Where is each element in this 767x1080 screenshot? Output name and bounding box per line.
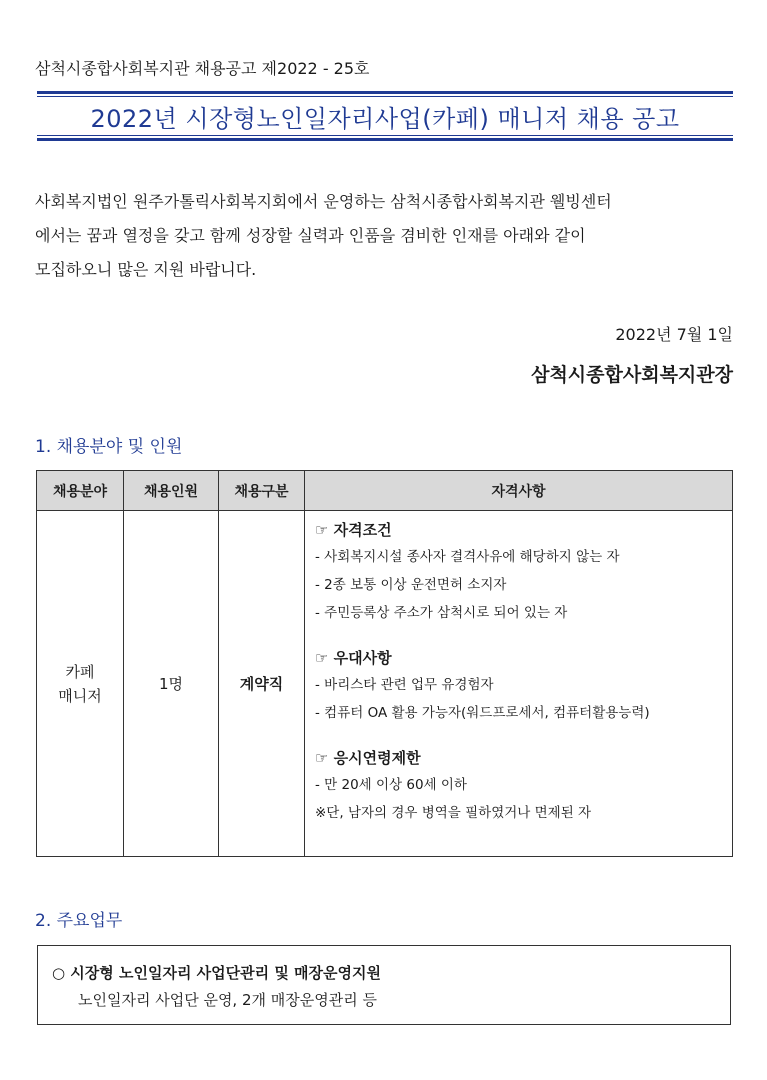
notice-date: 2022년 7월 1일 [615, 325, 733, 344]
qualification-heading: ☞ 우대사항 [315, 649, 392, 667]
qualification-line: - 주민등록상 주소가 삼척시로 되어 있는 자 [315, 605, 568, 621]
intro-line: 에서는 꿈과 열정을 갖고 함께 성장할 실력과 인품을 겸비한 인재를 아래와 같이 [35, 226, 586, 245]
cell-qualifications [305, 511, 733, 857]
cell-count: 1명 [124, 511, 219, 857]
signer: 삼척시종합사회복지관장 [531, 364, 733, 386]
qualification-group [315, 517, 724, 627]
title-rule-bottom [37, 138, 733, 141]
qualification-line: - 만 20세 이상 60세 이하 [315, 777, 467, 793]
field-line: 매니저 [58, 686, 102, 705]
recruitment-table [36, 470, 733, 857]
column-header-count: 채용인원 [124, 471, 219, 511]
duties-box [37, 945, 731, 1025]
qualification-line: - 2종 보통 이상 운전면허 소지자 [315, 577, 507, 593]
qualification-line: - 컴퓨터 OA 활용 가능자(워드프로세서, 컴퓨터활용능력) [315, 705, 650, 721]
page-title: 2022년 시장형노인일자리사업(카페) 매니저 채용 공고 [90, 105, 680, 133]
column-header-field: 채용분야 [37, 471, 124, 511]
qualification-line: - 바리스타 관련 업무 유경험자 [315, 677, 494, 693]
section-heading-recruitment: 1. 채용분야 및 인원 [35, 437, 183, 457]
title-rule-bottom-thin [37, 135, 733, 136]
duty-title: ○ 시장형 노인일자리 사업단관리 및 매장운영지원 [52, 964, 382, 982]
table-row [37, 511, 733, 857]
qualification-group [315, 745, 724, 827]
field-line: 카페 [65, 662, 95, 681]
qualification-group [315, 645, 724, 727]
intro-paragraph [35, 185, 735, 287]
section-heading-duties: 2. 주요업무 [35, 911, 123, 931]
intro-line: 사회복지법인 원주가톨릭사회복지회에서 운영하는 삼척시종합사회복지관 웰빙센터 [35, 192, 612, 211]
column-header-qualifications: 자격사항 [305, 471, 733, 511]
title-rule-top-thin [37, 96, 733, 97]
notice-number: 삼척시종합사회복지관 채용공고 제2022 - 25호 [35, 59, 370, 78]
qualification-heading: ☞ 응시연령제한 [315, 749, 421, 767]
duty-description: 노인일자리 사업단 운영, 2개 매장운영관리 등 [78, 991, 377, 1009]
table-header-row [37, 471, 733, 511]
cell-field [37, 511, 124, 857]
qualification-note: ※단, 남자의 경우 병역을 필하였거나 면제된 자 [315, 805, 592, 821]
qualification-heading: ☞ 자격조건 [315, 521, 392, 539]
qualification-line: - 사회복지시설 종사자 결격사유에 해당하지 않는 자 [315, 549, 620, 565]
column-header-type: 채용구분 [219, 471, 305, 511]
intro-line: 모집하오니 많은 지원 바랍니다. [35, 260, 257, 279]
title-rule-top [37, 91, 733, 94]
cell-type: 계약직 [219, 511, 305, 857]
